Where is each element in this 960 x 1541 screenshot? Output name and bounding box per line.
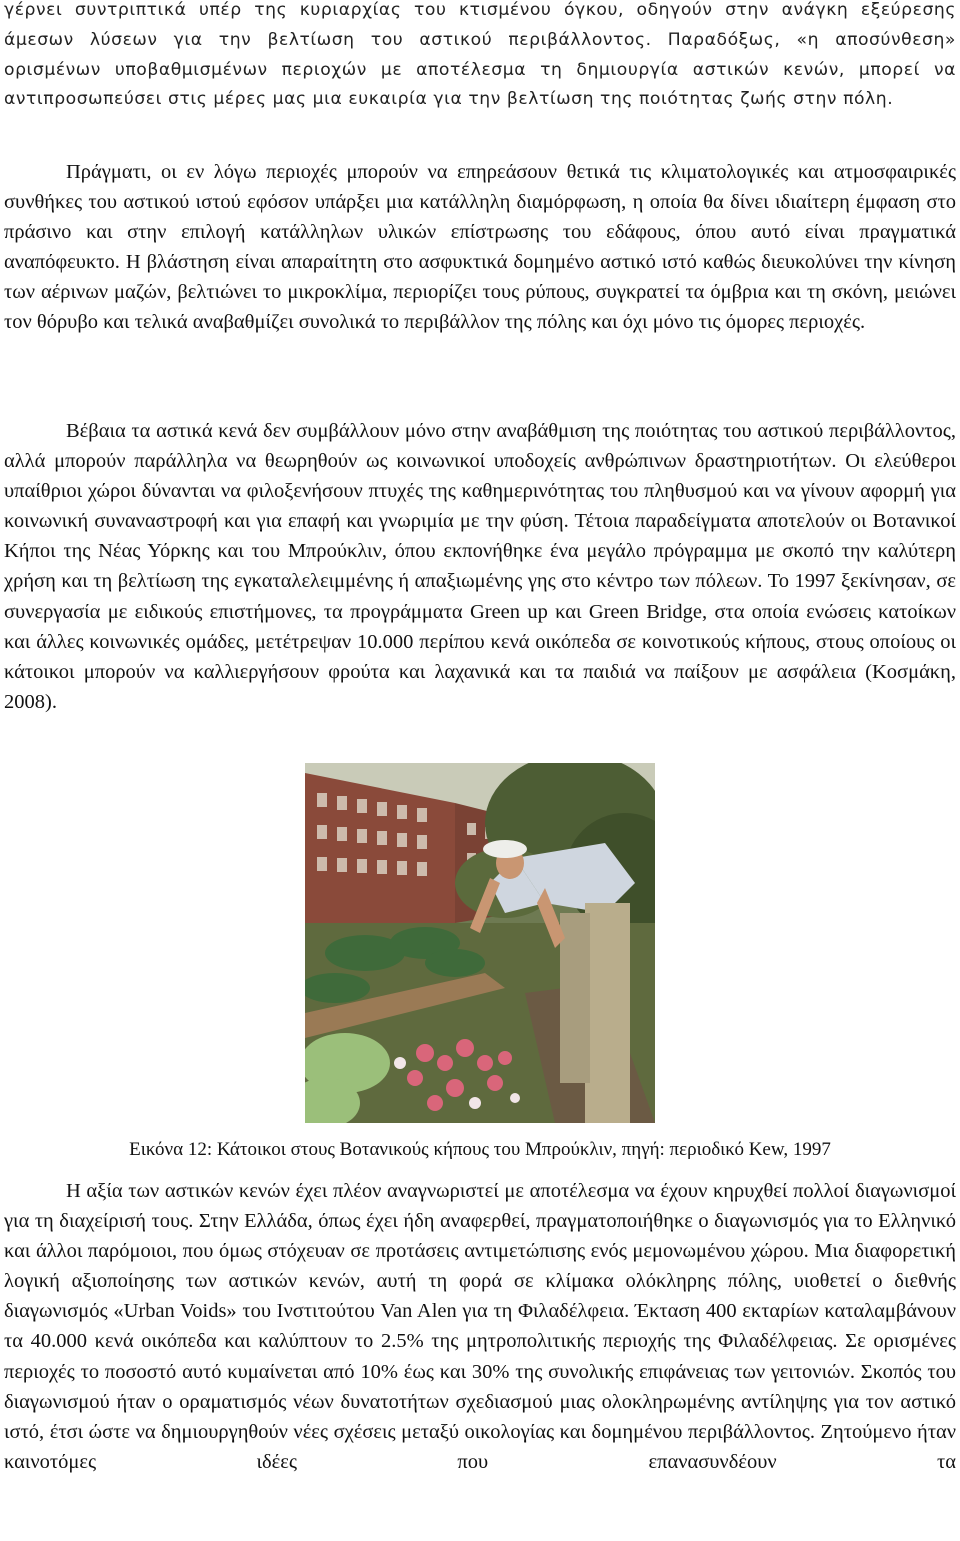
figure-caption: Εικόνα 12: Κάτοικοι στους Βοτανικούς κήπους του Μπρούκλιν, πηγή: περιοδικό Kew, 1997 xyxy=(129,1139,831,1160)
paragraph-2 xyxy=(4,157,956,338)
paragraph-4 xyxy=(4,1176,956,1477)
paragraph-2-text: Πράγματι, οι εν λόγω περιοχές μπορούν να επηρεάσουν θετικά τις κλιματολογικές και ατμοσφαιρικές συνθήκες του αστικού ιστού εφόσον υπάρξει μια κατάλληλη διαμόρφωση, η οποία θα δίνει ιδιαίτερη έμφαση στο πράσινο και στην επιλογή κατάλληλων υλικών επίστρωσης του εδάφους, όπου αυτό είναι πραγματικά αναπόφευκτο. Η βλάστηση είναι απαραίτητη στο ασφυκτικά δομημένο αστικό ιστό καθώς διευκολύνει την κίνηση των αέρινων μαζών, βελτιώνει το μικροκλίμα, περιορίζει τους ρύπους, συγκρατεί τα όμβρια και τη σκόνη, μειώνει τον θόρυβο και τελικά αναβαθμίζει συνολικά το περιβάλλον της πόλης και όχι μόνο τις όμορες περιοχές. xyxy=(4,161,956,334)
paragraph-3-text: Βέβαια τα αστικά κενά δεν συμβάλλουν μόνο στην αναβάθμιση της ποιότητας του αστικού περιβάλλοντος, αλλά μπορούν παράλληλα να θεωρηθούν ως κοινωνικοί υποδοχείς ανθρώπινων δραστηριοτήτων. Οι ελεύθεροι υπαίθριοι χώροι δύνανται να φιλοξενήσουν πτυχές της καθημερινότητας του πληθυσμού και να γίνουν αφορμή για κοινωνική συναναστροφή και για επαφή και γνωριμία με την φύση. Τέτοια παραδείγματα αποτελούν οι Βοτανικοί Κήποι της Νέας Υόρκης και του Μπρούκλιν, όπου εκπονήθηκε ένα μεγάλο πρόγραμμα με σκοπό την καλύτερη χρήση και τη βελτίωση της εγκαταλελειμμένης ή απαξιωμένης γης στο κέντρο των πόλεων. Το 1997 ξεκίνησαν, σε συνεργασία με ειδικούς επιστήμονες, τα προγράμματα Green up και Green Bridge, στα οποία ενώσεις κατοίκων και άλλες κοινωνικές ομάδες, μετέτρεψαν 10.000 περίπου κενά οικόπεδα σε κοινοτικούς κήπους, στους οποίους οι κάτοικοι μπορούν να καλλιεργήσουν φρούτα και λαχανικά και τα παιδιά να παίξουν με ασφάλεια (Κοσμάκη, 2008). xyxy=(4,420,956,713)
garden-photo-illustration xyxy=(305,763,655,1123)
paragraph-4-text: Η αξία των αστικών κενών έχει πλέον αναγνωριστεί με αποτέλεσμα να έχουν κηρυχθεί πολλοί διαγωνισμοί για τη διαχείρισή τους. Στην Ελλάδα, όπως έχει ήδη αναφερθεί, πραγματοποιήθηκε ο διαγωνισμός για το Ελληνικό και άλλοι παρόμοιοι, που όμως στόχευαν σε προτάσεις αντιμετώπισης ενός μεμονωμένου χώρου. Μια διαφορετική λογική αξιοποίησης των αστικών κενών, αυτή τη φορά σε κλίμακα ολόκληρης πόλης, υιοθετεί ο διεθνής διαγωνισμός «Urban Voids» του Ινστιτούτου Van Alen για τη Φιλαδέλφεια. Έκταση 400 εκταρίων καταλαμβάνουν τα 40.000 κενά οικόπεδα και καλύπτουν το 2.5% της μητροπολιτικής περιοχής της Φιλαδέλφειας. Σε ορισμένες περιοχές το ποσοστό αυτό κυμαίνεται από 10% έως και 30% της συνολικής επιφάνειας των γειτονιών. Σκοπός του διαγωνισμού ήταν ο οραματισμός νέων δυνατοτήτων σχεδιασμού μιας ολοκληρωμένης αντίληψης για τον αστικό ιστό, έτσι ώστε να δημιουργηθούν νέες σχέσεις μεταξύ οικολογίας και δομημένου περιβάλλοντος. Ζητούμενο ήταν καινοτόμες ιδέες που επανασυνδέουν τα xyxy=(4,1180,956,1473)
community-garden-photo xyxy=(305,763,655,1123)
top-paragraph xyxy=(4,0,956,115)
paragraph-3 xyxy=(4,416,956,717)
top-paragraph-text: γέρνει συντριπτικά υπέρ της κυριαρχίας του κτισμένου όγκου, οδηγούν στην ανάγκη εξεύρεσης άμεσων λύσεων για την βελτίωση του αστικού περιβάλλοντος. Παραδόξως, «η αποσύνθεση» ορισμένων υποβαθμισμένων περιοχών με αποτέλεσμα τη δημιουργία αστικών κενών, μπορεί να αντιπροσωπεύσει στις μέρες μας μια ευκαιρία για την βελτίωση της ποιότητας ζωής στην πόλη. xyxy=(4,0,956,110)
